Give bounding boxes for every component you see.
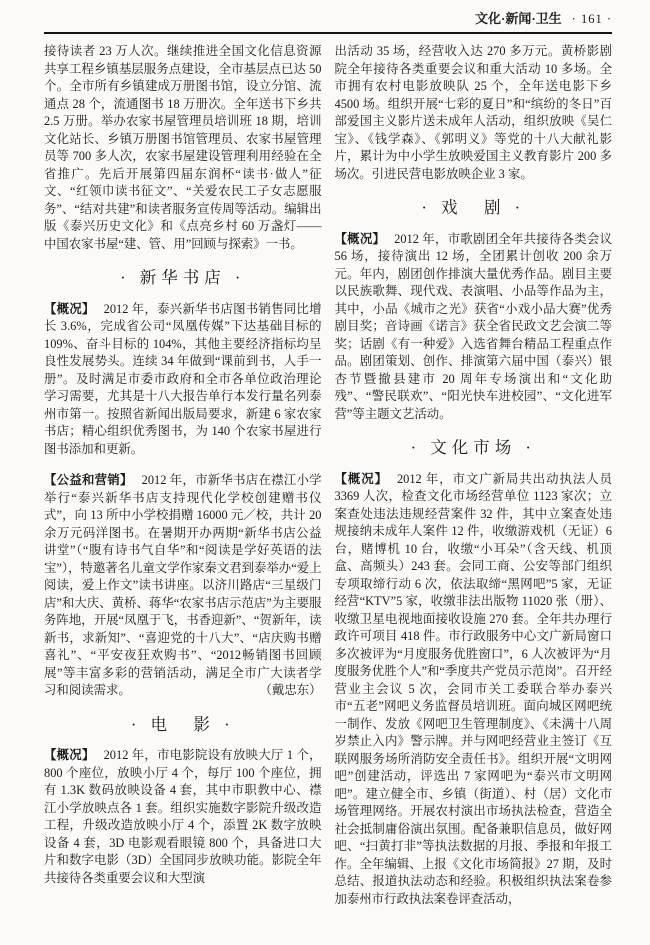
entry-text: 2012 年，市文广新局共出动执法人员 3369 人次，检查文化市场经营单位 1123 家次；立案查处违法违规经营案件 32 件，其中立案查处违规接纳未成年人案件 12 件，收缴游戏机（无证）6 台，赌博机 10 台，收缴“小耳朵”（含天线、机顶盒、高频头）243 套。会同工商、公安等部门组织专项取缔行动 6 次，依法取缔“黑网吧”5 家，无证经营“KTV”5 家，收缴非法出版物 11020 张（册）、收缴卫星电视地面接收设施 270 套。全年共办理行政许可项目 418 件。市行政服务中心文广新局窗口多次被评为“月度服务优胜窗口”，6 人次被评为“月度服务优胜个人”和“季度共产党员示范岗”。召开经营业主会议 5 次，会同市关工委联合举办泰兴市“五老”网吧义务监督员培训班。面向城区网吧统一制作、发放《网吧卫生管理制度》、《未满十八周岁禁止入内》警示牌。并与网吧经营业主签订《互联网服务场所消防安全责任书》。组织开展“文明网吧”创建活动，评选出 7 家网吧为“泰兴市文明网吧”。建立健全市、乡镇（街道）、村（居）文化市场管理网络。开展农村演出市场执法检查，营造全社会抵制庸俗演出氛围。配备兼职信息员，做好网吧、“扫黄打非”等执法数据的月报、季报和年报工作。全年编辑、上报《文化市场简报》27 期，及时总结、报道执法动态和经验。积极组织执法案卷参加泰州市行政执法案卷评查活动，: [334, 471, 612, 906]
page-number: · 161 ·: [571, 12, 612, 26]
entry-paragraph: [335, 471, 613, 909]
header-rule: [44, 32, 612, 34]
intro-paragraph: 接待读者 23 万人次。继续推进全国文化信息资源共享工程乡镇基层服务点建设，全市基层点已达 50 个。全市所有乡镇建成万册图书馆，设立分馆、流通点 28 个，流通图书 18 万册次。全年送书下乡共 2.5 万册。举办农家书屋管理员培训班 18 期，培训文化站长、乡镇万册图书馆管理员、农家书屋管理员等 700 多人次，农家书屋建设管理利用经验在全省推广。先后开展第四届东润杯“读书·做人”征文、“红领巾读书征文”、“关爱农民工子女志愿服务”、“结对共建”和读者服务宣传周等活动。编辑出版《泰兴历史文化》和《点亮乡村 60 万盏灯——中国农家书屋“建、管、用”回顾与探索》一书。: [44, 44, 322, 251]
entry-label: 【概况】: [44, 748, 95, 762]
entry-label: 【概况】: [44, 301, 95, 316]
author-attribution: （戴忠东）: [259, 683, 322, 697]
left-column: [44, 43, 322, 939]
entry-label: 【公益和营销】: [44, 473, 133, 487]
running-head-title: 文化·新闻·卫生: [475, 11, 562, 26]
entry-text: 2012 年，泰兴新华书店图书销售同比增长 3.6%，完成省公司“凤凰传媒”下达基础目标的 109%、奋斗目标的 104%，其他主要经济指标均呈良性发展势头。连续 34 年做到“课前到书，人手一册”。及时满足市委市政府和全市各单位政治理论学习需要，尤其是十八大报告单行本发行量名列泰州市第一。按照省新闻出版局要求，新建 6 家农家书店；精心组织优秀图书，为 140 个农家书屋进行图书添加和更新。: [44, 301, 322, 456]
right-column: [335, 43, 613, 939]
entry-text: 2012 年，市电影院设有放映大厅 1 个，800 个座位，放映小厅 4 个，每厅 100 个座位，拥有 1.3K 数码放映设备 4 套，其中市职教中心、襟江小学放映点各 1 套。组织实施数字影院升级改造工程，升级改造放映小厅 4 个，添置 2K 数字放映设备 4 套，3D 电影观看眼镜 800 个，具备进口大片和数字电影（3D）全国同步放映功能。影院全年共接待各类重要会议和大型演: [44, 748, 322, 885]
section-heading-xinhua-shudian: · 新华书店 ·: [120, 268, 246, 287]
entry-paragraph: [44, 301, 322, 459]
text-columns: [44, 43, 612, 939]
continuation-paragraph: 出活动 35 场，经营收入达 270 多万元。黄桥影剧院全年接待各类重要会议和重大活动 10 多场。全市拥有农村电影放映队 25 个，全年送电影下乡 4500 场。组织开展“七彩的夏日”和“缤纷的冬日”百部爱国主义影片送未成年人活动，组织放映《吴仁宝》、《钱学森》、《郭明义》等党的十八大献礼影片，累计为中小学生放映爱国主义教育影片 200 多场次。引进民营电影放映企业 3 家。: [334, 44, 612, 181]
entry-paragraph: [44, 472, 322, 700]
entry-text: 2012 年，市新华书店在襟江小学举行“泰兴新华书店支持现代化学校创建赠书仪式”，向 13 所中小学校捐赠 16000 元／校，共计 20 余万元码洋图书。在暑期开办两期“新华书店公益讲堂”（“腹有诗书气自华”和“阅读是学好英语的法宝”），特邀著名儿童文学作家秦文君到泰举办“爱上阅读，爱上作文”读书讲座。以济川路店“三星级门店”和大庆、黄桥、蒋华“农家书店示范店”为主要服务阵地，开展“凤凰于飞，书香迎新”、“贺新年，读新书，求新知”、“喜迎党的十八大”、“店庆购书赠喜礼”、“平安夜狂欢购书”、“2012畅销图书回顾展”等丰富多彩的营销活动，满足全市广大读者学习和阅读需求。: [44, 473, 322, 697]
page-header: [44, 8, 612, 32]
section-heading-dianying: · 电 影 ·: [130, 714, 235, 734]
entry-label: 【概况】: [334, 231, 386, 246]
entry-paragraph: [44, 747, 322, 887]
entry-text: 2012 年，市歌剧团全年共接待各类会议 56 场，接待演出 12 场，全团累计创收 200 余万元。年内，剧团创作排演大量优秀作品。剧目主要以民族歌舞、现代戏、表演唱、小品等作品为主，其中，小品《城市之光》获省“小戏小品大赛”优秀剧目奖；音诗画《诺言》获全省民政文艺会演二等奖；话剧《有一种爱》入选省舞台精品工程重点作品。剧团策划、创作、排演第六届中国（泰兴）银杏节暨撤县建市 20 周年专场演出和“文化助残”、“警民联欢”、“阳光快车进校园”、“文化进军营”等主题文艺活动。: [334, 231, 612, 421]
entry-paragraph: [335, 231, 613, 424]
entry-label: 【概况】: [334, 471, 388, 486]
section-heading-wenhua-shichang: · 文化市场 ·: [410, 438, 536, 457]
section-heading-xiju: · 戏 剧 ·: [421, 198, 526, 217]
